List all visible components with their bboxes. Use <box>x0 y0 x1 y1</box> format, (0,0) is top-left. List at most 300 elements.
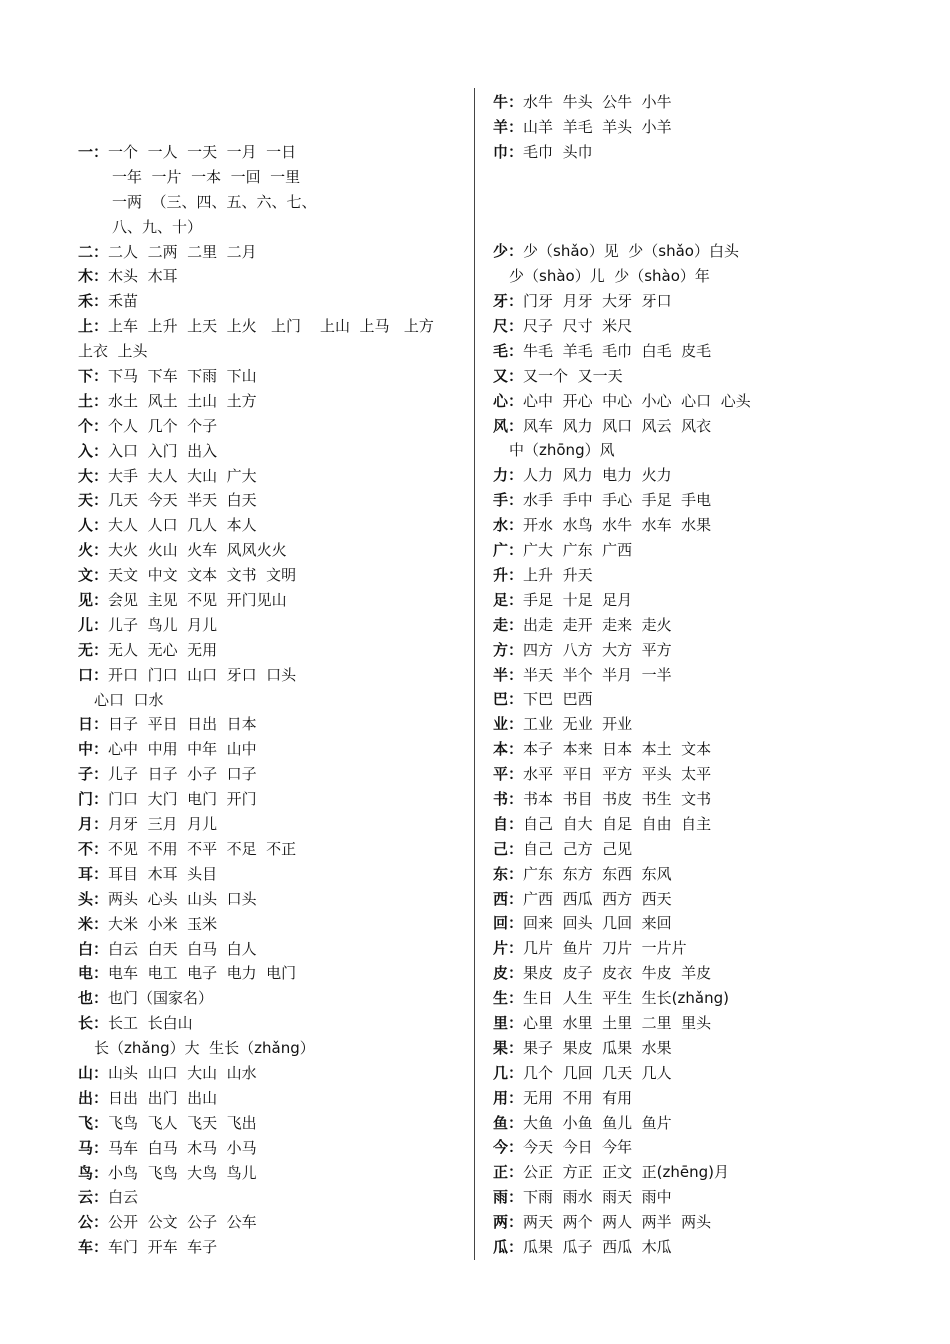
vocab-entry <box>78 513 463 538</box>
entry-character: 己 <box>493 839 509 858</box>
entry-words: 下巴 巴西 <box>523 690 593 709</box>
entry-words: 手足 十足 足月 <box>523 590 633 609</box>
vocab-entry <box>493 264 893 289</box>
entry-colon: ： <box>508 740 524 759</box>
entry-words: 车门 开车 车子 <box>108 1238 218 1257</box>
vocab-entry <box>78 613 463 638</box>
left-column <box>78 140 463 1260</box>
entry-words: 二人 二两 二里 二月 <box>108 242 257 261</box>
vocab-entry <box>493 1160 893 1185</box>
vocab-entry <box>78 1111 463 1136</box>
vocab-entry <box>493 1135 893 1160</box>
entry-words: 人力 风力 电力 火力 <box>523 466 672 485</box>
entry-words: 公开 公文 公子 公车 <box>108 1213 257 1232</box>
entry-colon: ： <box>508 765 524 784</box>
vocab-entry <box>78 812 463 837</box>
entry-words: 大米 小米 玉米 <box>108 914 218 933</box>
entry-character: 鱼 <box>493 1113 509 1132</box>
entry-words: 书本 书目 书皮 书生 文书 <box>523 789 712 808</box>
entry-colon: ： <box>508 491 524 510</box>
vocab-entry <box>493 389 893 414</box>
entry-words: 飞鸟 飞人 飞天 飞出 <box>108 1113 257 1132</box>
vocab-entry <box>78 762 463 787</box>
entry-colon: ： <box>93 1163 109 1182</box>
vocab-entry <box>493 887 893 912</box>
entry-colon: ： <box>508 964 524 983</box>
vocab-entry <box>78 961 463 986</box>
entry-words: 风车 风力 风口 风云 风衣 <box>523 416 712 435</box>
entry-words: 几个 几回 几天 几人 <box>523 1063 672 1082</box>
entry-colon: ： <box>508 541 524 560</box>
entry-colon: ： <box>93 1138 109 1157</box>
entry-colon: ： <box>93 889 109 908</box>
entry-colon: ： <box>508 1138 524 1157</box>
entry-words: 工业 无业 开业 <box>523 715 633 734</box>
vocab-entry <box>493 414 893 439</box>
entry-words: 心中 开心 中心 小心 心口 心头 <box>523 391 751 410</box>
entry-character: 皮 <box>493 964 509 983</box>
entry-character: 生 <box>493 989 509 1008</box>
entry-words: 无人 无心 无用 <box>108 640 218 659</box>
vocab-entry <box>78 887 463 912</box>
entry-character: 心 <box>493 391 509 410</box>
entry-words: 山羊 羊毛 羊头 小羊 <box>523 117 672 136</box>
entry-words: 开口 门口 山口 牙口 口头 <box>108 665 297 684</box>
entry-character: 天 <box>78 491 94 510</box>
entry-words: 心里 水里 土里 二里 里头 <box>523 1013 712 1032</box>
entry-colon: ： <box>508 1038 524 1057</box>
entry-words: 也门（国家名） <box>108 989 214 1008</box>
entry-words: 会见 主见 不见 开门见山 <box>108 591 287 610</box>
vocab-entry <box>78 1011 463 1036</box>
vocab-entry <box>78 688 463 713</box>
entry-words: 牛毛 羊毛 毛巾 白毛 皮毛 <box>523 341 712 360</box>
entry-words: 无用 不用 有用 <box>523 1088 633 1107</box>
entry-character: 手 <box>493 491 509 510</box>
entry-words: 自己 自大 自足 自由 自主 <box>523 814 712 833</box>
entry-words: 禾苗 <box>108 292 139 311</box>
vocab-entry <box>493 663 893 688</box>
vocab-entry <box>78 488 463 513</box>
entry-colon: ： <box>508 1013 524 1032</box>
entry-colon: ： <box>93 591 109 610</box>
entry-colon: ： <box>93 740 109 759</box>
right-column-gap <box>493 165 893 240</box>
entry-colon: ： <box>508 1188 524 1207</box>
entry-words: 瓜果 瓜子 西瓜 木瓜 <box>523 1237 672 1256</box>
vocab-entry <box>78 1036 463 1061</box>
entry-words: 一个 一人 一天 一月 一日 <box>108 143 297 161</box>
entry-words: 果皮 皮子 皮衣 牛皮 羊皮 <box>523 964 712 983</box>
entry-character: 东 <box>493 864 509 883</box>
entry-character: 羊 <box>493 117 509 136</box>
entry-colon: ： <box>93 939 109 958</box>
entry-colon: ： <box>93 292 109 311</box>
entry-character: 几 <box>493 1063 509 1082</box>
vocab-entry <box>78 364 463 389</box>
vocab-entry <box>493 936 893 961</box>
vocab-entry <box>493 986 893 1011</box>
entry-words: 半天 半个 半月 一半 <box>523 665 672 684</box>
vocab-entry <box>78 165 463 190</box>
entry-words: 白云 <box>108 1188 139 1207</box>
vocab-entry <box>493 1235 893 1260</box>
vocab-entry <box>493 1111 893 1136</box>
entry-character: 马 <box>78 1138 94 1157</box>
entry-character: 下 <box>78 367 94 386</box>
entry-character: 西 <box>493 889 509 908</box>
vocab-entry <box>493 339 893 364</box>
entry-colon: ： <box>508 615 524 634</box>
right-column <box>493 90 893 1260</box>
entry-character: 入 <box>78 441 94 460</box>
entry-character: 文 <box>78 566 94 585</box>
entry-colon: ： <box>93 491 109 510</box>
vocab-entry <box>493 762 893 787</box>
vocab-entry <box>78 1136 463 1161</box>
entry-colon: ： <box>93 1014 109 1033</box>
entry-words: 公正 方正 正文 正(zhēng)月 <box>523 1163 729 1182</box>
entry-words: 广东 东方 东西 东风 <box>523 864 672 883</box>
entry-words: 一两 （三、四、五、六、七、 <box>112 192 317 211</box>
entry-words: 不见 不用 不平 不足 不正 <box>108 839 297 858</box>
entry-character: 口 <box>78 665 94 684</box>
entry-words: 上升 升天 <box>523 565 593 584</box>
entry-words: 少（shǎo）见 少（shǎo）白头 <box>523 242 739 261</box>
entry-colon: ： <box>508 989 524 1008</box>
entry-words: 出走 走开 走来 走火 <box>523 615 672 634</box>
vocab-entry <box>493 588 893 613</box>
entry-words: 自己 己方 己见 <box>523 839 633 858</box>
entry-words: 月牙 三月 月儿 <box>108 815 218 834</box>
entry-words: 生日 人生 平生 生长(zhǎng) <box>523 989 729 1008</box>
entry-character: 走 <box>493 615 509 634</box>
entry-colon: ： <box>508 889 524 908</box>
entry-character: 回 <box>493 914 509 933</box>
entry-words: 又一个 又一天 <box>523 366 623 385</box>
entry-character: 一 <box>78 143 94 161</box>
entry-character: 自 <box>493 814 509 833</box>
entry-words: 耳目 木耳 头目 <box>108 864 218 883</box>
entry-colon: ： <box>508 242 524 261</box>
vocab-entry <box>493 538 893 563</box>
column-divider <box>474 88 475 1260</box>
vocab-entry <box>78 1086 463 1111</box>
entry-character: 车 <box>78 1238 94 1257</box>
vocab-entry <box>78 937 463 962</box>
entry-character: 也 <box>78 989 94 1008</box>
vocab-entry <box>78 140 463 165</box>
vocab-entry <box>78 414 463 439</box>
entry-character: 不 <box>78 839 94 858</box>
vocab-entry <box>78 1061 463 1086</box>
entry-colon: ： <box>93 242 109 261</box>
entry-words: 门口 大门 电门 开门 <box>108 790 257 809</box>
entry-words: 天文 中文 文本 文书 文明 <box>108 566 297 585</box>
entry-words: 两天 两个 两人 两半 两头 <box>523 1213 712 1232</box>
entry-words: 门牙 月牙 大牙 牙口 <box>523 292 672 311</box>
entry-colon: ： <box>93 790 109 809</box>
entry-character: 足 <box>493 590 509 609</box>
entry-colon: ： <box>93 267 109 286</box>
entry-words: 中（zhōng）风 <box>509 441 615 460</box>
entry-character: 书 <box>493 789 509 808</box>
entry-words: 开水 水鸟 水牛 水车 水果 <box>523 516 712 535</box>
entry-colon: ： <box>93 914 109 933</box>
entry-colon: ： <box>508 789 524 808</box>
entry-words: 大手 大人 大山 广大 <box>108 466 257 485</box>
entry-character: 儿 <box>78 615 94 634</box>
entry-character: 电 <box>78 964 94 983</box>
entry-colon: ： <box>93 864 109 883</box>
entry-character: 瓜 <box>493 1237 509 1256</box>
vocab-entry <box>493 613 893 638</box>
entry-character: 广 <box>493 541 509 560</box>
entry-character: 片 <box>493 939 509 958</box>
entry-words: 八、九、十） <box>112 217 203 236</box>
entry-colon: ： <box>508 715 524 734</box>
vocab-entry <box>78 638 463 663</box>
entry-colon: ： <box>508 690 524 709</box>
vocab-entry <box>493 1210 893 1235</box>
vocab-entry <box>493 1061 893 1086</box>
vocab-entry <box>493 488 893 513</box>
entry-character: 个 <box>78 416 94 435</box>
entry-colon: ： <box>93 416 109 435</box>
entry-character: 长 <box>78 1014 94 1033</box>
vocab-entry <box>78 737 463 762</box>
vocab-entry <box>493 787 893 812</box>
entry-character: 巾 <box>493 142 509 161</box>
vocab-entry <box>493 438 893 463</box>
entry-colon: ： <box>93 765 109 784</box>
entry-colon: ： <box>508 317 524 336</box>
entry-words: 大鱼 小鱼 鱼儿 鱼片 <box>523 1113 672 1132</box>
entry-colon: ： <box>508 1213 524 1232</box>
vocab-entry <box>78 787 463 812</box>
vocab-entry <box>493 961 893 986</box>
entry-words: 木头 木耳 <box>108 267 178 286</box>
entry-character: 牙 <box>493 292 509 311</box>
vocab-entry <box>493 90 893 115</box>
entry-words: 大火 火山 火车 风风火火 <box>108 541 287 560</box>
vocab-entry <box>78 837 463 862</box>
entry-character: 鸟 <box>78 1163 94 1182</box>
entry-character: 水 <box>493 516 509 535</box>
entry-colon: ： <box>93 541 109 560</box>
entry-colon: ： <box>508 292 524 311</box>
vocab-entry <box>78 264 463 289</box>
entry-character: 上 <box>78 317 94 336</box>
entry-colon: ： <box>508 416 524 435</box>
vocab-entry <box>493 862 893 887</box>
entry-colon: ： <box>508 391 524 410</box>
entry-words: 入口 入门 出入 <box>108 441 218 460</box>
entry-words: 四方 八方 大方 平方 <box>523 640 672 659</box>
vocab-entry <box>493 115 893 140</box>
entry-character: 又 <box>493 366 509 385</box>
entry-character: 禾 <box>78 292 94 311</box>
vocab-entry <box>78 464 463 489</box>
vocab-entry <box>493 812 893 837</box>
entry-words: 大人 人口 几人 本人 <box>108 516 257 535</box>
entry-words: 儿子 日子 小子 口子 <box>108 765 257 784</box>
right-column-main-block <box>493 239 893 1260</box>
vocab-entry <box>78 1161 463 1186</box>
entry-colon: ： <box>93 566 109 585</box>
entry-colon: ： <box>508 814 524 833</box>
vocab-entry <box>78 663 463 688</box>
entry-words: 下雨 雨水 雨天 雨中 <box>523 1188 672 1207</box>
entry-colon: ： <box>508 142 524 161</box>
entry-words: 水土 风土 土山 土方 <box>108 391 257 410</box>
entry-colon: ： <box>93 1088 109 1107</box>
entry-character: 出 <box>78 1088 94 1107</box>
entry-words: 心口 口水 <box>94 690 164 709</box>
vocab-entry <box>493 1036 893 1061</box>
entry-colon: ： <box>93 516 109 535</box>
entry-colon: ： <box>93 1238 109 1257</box>
vocab-entry <box>78 986 463 1011</box>
vocab-entry <box>493 687 893 712</box>
entry-words: 回来 回头 几回 来回 <box>523 914 672 933</box>
entry-character: 少 <box>493 242 509 261</box>
entry-character: 果 <box>493 1038 509 1057</box>
entry-words: 本子 本来 日本 本土 文本 <box>523 740 712 759</box>
entry-character: 山 <box>78 1063 94 1082</box>
vocab-entry <box>493 364 893 389</box>
entry-character: 人 <box>78 516 94 535</box>
entry-words: 日出 出门 出山 <box>108 1088 218 1107</box>
vocab-entry <box>493 314 893 339</box>
entry-character: 飞 <box>78 1113 94 1132</box>
entry-words: 山头 山口 大山 山水 <box>108 1063 257 1082</box>
entry-words: 儿子 鸟儿 月儿 <box>108 615 218 634</box>
vocab-entry <box>493 1086 893 1111</box>
entry-character: 巴 <box>493 690 509 709</box>
entry-character: 半 <box>493 665 509 684</box>
entry-colon: ： <box>508 466 524 485</box>
vocab-entry <box>493 239 893 264</box>
entry-character: 月 <box>78 815 94 834</box>
entry-colon: ： <box>93 715 109 734</box>
entry-words: 日子 平日 日出 日本 <box>108 715 257 734</box>
vocab-entry <box>78 439 463 464</box>
entry-colon: ： <box>508 640 524 659</box>
vocab-entry <box>493 513 893 538</box>
entry-colon: ： <box>93 1063 109 1082</box>
entry-colon: ： <box>93 815 109 834</box>
entry-character: 业 <box>493 715 509 734</box>
entry-colon: ： <box>508 565 524 584</box>
vocab-entry <box>493 463 893 488</box>
entry-colon: ： <box>508 516 524 535</box>
entry-character: 无 <box>78 640 94 659</box>
entry-colon: ： <box>93 615 109 634</box>
entry-words: 白云 白天 白马 白人 <box>108 939 257 958</box>
entry-character: 里 <box>493 1013 509 1032</box>
entry-colon: ： <box>508 341 524 360</box>
entry-character: 火 <box>78 541 94 560</box>
vocab-entry <box>78 538 463 563</box>
entry-character: 木 <box>78 267 94 286</box>
entry-words: 少（shào）儿 少（shào）年 <box>509 267 710 286</box>
entry-character: 方 <box>493 640 509 659</box>
entry-character: 土 <box>78 391 94 410</box>
vocab-entry <box>493 140 893 165</box>
entry-words: 一年 一片 一本 一回 一里 <box>112 167 301 186</box>
entry-words: 上车 上升 上天 上火 上门 上山 上马 上方 <box>108 317 434 336</box>
entry-character: 米 <box>78 914 94 933</box>
entry-colon: ： <box>508 1088 524 1107</box>
vocab-entry <box>78 289 463 314</box>
entry-colon: ： <box>508 1113 524 1132</box>
vocab-entry <box>493 638 893 663</box>
entry-words: 上衣 上头 <box>78 342 148 361</box>
vocab-entry <box>78 588 463 613</box>
entry-character: 牛 <box>493 93 509 111</box>
entry-words: 广大 广东 广西 <box>523 541 633 560</box>
entry-colon: ： <box>508 590 524 609</box>
entry-character: 今 <box>493 1138 509 1157</box>
entry-colon: ： <box>508 1237 524 1256</box>
vocab-entry <box>78 389 463 414</box>
entry-colon: ： <box>93 441 109 460</box>
vocab-entry <box>493 563 893 588</box>
entry-colon: ： <box>93 143 109 161</box>
entry-character: 子 <box>78 765 94 784</box>
vocab-entry <box>78 1235 463 1260</box>
entry-words: 长（zhǎng）大 生长（zhǎng） <box>94 1039 315 1058</box>
entry-words: 今天 今日 今年 <box>523 1138 633 1157</box>
entry-words: 心中 中用 中年 山中 <box>108 740 257 759</box>
entry-character: 平 <box>493 765 509 784</box>
entry-colon: ： <box>93 1213 109 1232</box>
entry-words: 水牛 牛头 公牛 小牛 <box>523 93 672 111</box>
entry-character: 二 <box>78 242 94 261</box>
entry-character: 力 <box>493 466 509 485</box>
entry-words: 小鸟 飞鸟 大鸟 鸟儿 <box>108 1163 257 1182</box>
vocab-entry <box>78 339 463 364</box>
entry-colon: ： <box>93 466 109 485</box>
entry-character: 中 <box>78 740 94 759</box>
entry-colon: ： <box>508 366 524 385</box>
entry-character: 本 <box>493 740 509 759</box>
entry-words: 几片 鱼片 刀片 一片片 <box>523 939 687 958</box>
entry-character: 雨 <box>493 1188 509 1207</box>
entry-character: 用 <box>493 1088 509 1107</box>
entry-words: 几天 今天 半天 白天 <box>108 491 257 510</box>
entry-colon: ： <box>508 914 524 933</box>
entry-character: 两 <box>493 1213 509 1232</box>
entry-colon: ： <box>93 1113 109 1132</box>
entry-words: 广西 西瓜 西方 西天 <box>523 889 672 908</box>
vocab-entry <box>493 1011 893 1036</box>
entry-words: 水平 平日 平方 平头 太平 <box>523 765 712 784</box>
vocab-entry <box>78 862 463 887</box>
vocab-entry <box>493 712 893 737</box>
entry-words: 电车 电工 电子 电力 电门 <box>108 964 297 983</box>
entry-words: 个人 几个 个子 <box>108 416 218 435</box>
vocab-entry <box>78 1210 463 1235</box>
entry-colon: ： <box>93 317 109 336</box>
entry-character: 门 <box>78 790 94 809</box>
entry-colon: ： <box>508 665 524 684</box>
vocab-entry <box>78 1185 463 1210</box>
entry-colon: ： <box>508 1163 524 1182</box>
vocab-entry <box>78 240 463 265</box>
entry-colon: ： <box>93 1188 109 1207</box>
